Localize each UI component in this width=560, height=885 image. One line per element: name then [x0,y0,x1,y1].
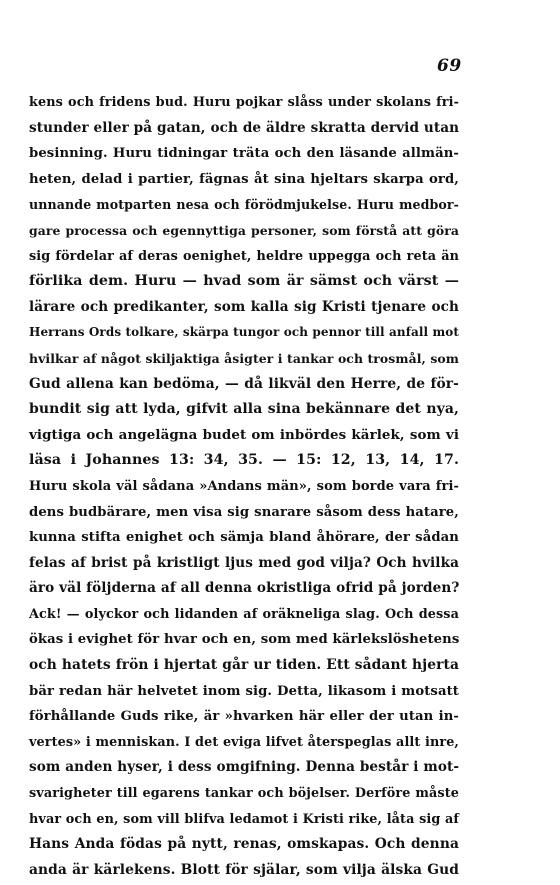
text-line: hvar och en, som vill blifva ledamot i Kristi rike, låta sig af [29,811,459,827]
text-line: svarigheter till egarens tankar och böjelser. Derföre måste [29,786,459,802]
text-line: dens budbärare, men visa sig snarare såsom dess hatare, [29,504,459,520]
text-line: kens och fridens bud. Huru pojkar slåss under skolans fri- [29,95,459,110]
body-text [29,90,459,883]
text-line: lärare och predikanter, som kalla sig Kristi tjenare och [29,298,459,315]
text-line: stunder eller på gatan, och de äldre skratta dervid utan [29,119,460,136]
text-line: sig fördelar af deras oenighet, heldre uppegga och reta än [29,248,459,264]
text-line: bär redan här helvetet inom sig. Detta, likasom i motsatt [29,683,459,699]
text-line: Gud allena kan bedöma, — då likväl den Herre, de för- [29,375,459,392]
text-line: gare processa och egennyttiga personer, som förstå att göra [29,222,459,238]
text-line: ökas i evighet för hvar och en, som med kärlekslöshetens [29,632,460,648]
page-number: 69 [437,56,462,76]
text-line: felas af brist på kristligt ljus med god vilja? Och hvilka [29,554,459,571]
text-line: hvilkar af något skiljaktiga åsigter i tankar och trosmål, som [29,350,459,366]
text-line: förlika dem. Huru — hvad som är sämst och värst — [29,273,459,290]
text-line: läsa i Johannes 13: 34, 35. — 15: 12, 13, 14, 17. [29,452,459,469]
text-line: Ack! — olyckor och lidanden af oräkneliga slag. Och dessa [29,606,459,622]
text-line: anda är kärlekens. Blott för själar, som vilja älska Gud [29,861,459,878]
text-line: förhållande Guds rike, är »hvarken här eller der utan in- [29,709,459,725]
text-line: äro väl följderna af all denna okristliga ofrid på jorden? [29,580,460,597]
text-line: Hans Anda födas på nytt, renas, omskapas. Och denna [29,836,459,853]
text-line: och hatets frön i hjertat går ur tiden. Ett sådant hjerta [29,657,459,674]
text-line: besinning. Huru tidningar träta och den läsande allmän- [29,146,459,162]
text-line: Huru skola väl sådana »Andans män», som borde vara fri- [29,478,459,494]
text-line: unnande motparten nesa och förödmjukelse. Huru medbor- [29,197,459,213]
text-line: heten, delad i partier, fägnas åt sina hjeltars skarpa ord, [29,171,459,187]
text-line: vigtiga och angelägna budet om inbördes kärlek, som vi [29,426,459,443]
text-line: vertes» i menniskan. I det eviga lifvet återspeglas allt inre, [29,734,459,750]
text-line: bundit sig att lyda, gifvit alla sina bekännare det nya, [29,401,459,418]
text-line: Herrans Ords tolkare, skärpa tungor och pennor till anfall mot [29,325,459,340]
text-line: som anden hyser, i dess omgifning. Denna består i mot- [29,759,460,776]
text-line: kunna stifta enighet och sämja bland åhörare, der sådan [29,530,459,546]
